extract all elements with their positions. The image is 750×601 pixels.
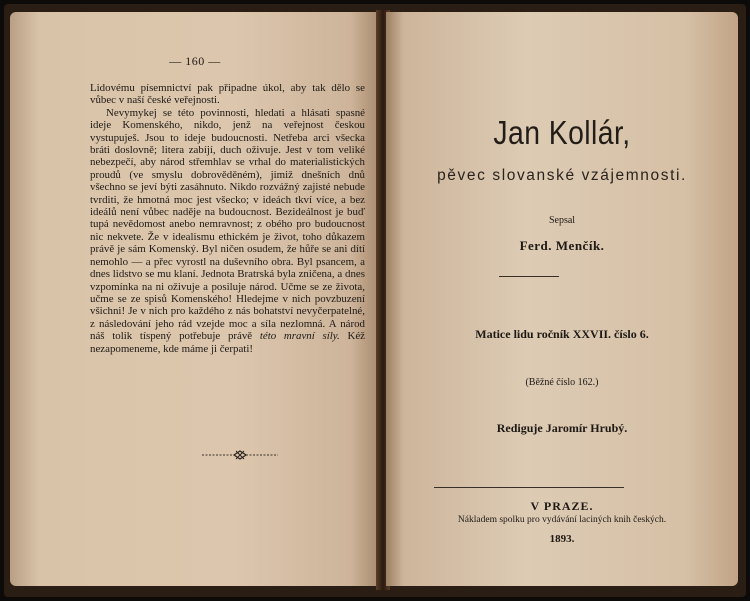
paragraph-2: [90, 107, 365, 355]
book-title: Jan Kollár,: [493, 114, 631, 151]
imprint-year: 1893.: [549, 533, 575, 545]
open-book: [4, 4, 746, 597]
left-page: [10, 12, 380, 586]
by-label: Sepsal: [548, 215, 576, 226]
emphasis-text: této mravní síly.: [259, 330, 340, 343]
short-rule: [499, 276, 559, 277]
imprint-city: V PRAZE.: [530, 499, 594, 513]
paragraph-2-ending: Kéž nezapomeneme, kde máme ji čerpati!: [90, 330, 365, 355]
right-page: [386, 12, 738, 586]
book-subtitle: pěvec slovanské vzájemnosti.: [437, 167, 687, 184]
imprint-publisher: Nákladem spolku pro vydávání laciných knih českých.: [457, 515, 667, 525]
author-name: Ferd. Menčík.: [519, 238, 605, 253]
paragraph-2-text: Nevymykej se této povinnosti, hledati a hlásati spasné ideje Komenského, nikdo, jenž na veřejnost českou vystupuješ. Jsou to ideje budoucnosti. Netřeba arci všecka bráti doslovně; litera zabíjí, duch oživuje. Jest v tom veliké nebezpečí, aby národ střemhlav se vrhal do materialistických proudů (ve smyslu dobrověděném), jimiž dnešních dnů všechno se jeví býti zasáhnuto. Nikdo rozvážný zajisté nebude tvrditi, že hmotná moc jest všecko; v ideách tkví více, a bez ideálů není vůbec naděje na budoucnost. Bezideálnost je buď tupá nevědomost anebo nemravnost; z obého pro budoucnost nic nekvete. Že v idealismu ethickém je život, toho důkazem právě je sám Komenský. Byl ničen osudem, že hůře se ani dítí nemohlo — a přec vyrostl na duševního obra. Byl psancem, a dnes lidstvo se mu klaní. Jednota Bratrská byla zničena, a dnes vzpomínka na ni oživuje a posiluje národ. Učme se ze života, učme se ze spisů Komenského! Hledejme v nich povzbuzení všichni! Je v nich pro každého z nás bohatství nevyčerpatelné, z následování jeho rád vzejde moc a síla nezlomná. A národ náš tolik tíspený potřebuje právě: [90, 106, 365, 343]
body-text: [90, 82, 365, 355]
page-number: — 160 —: [169, 54, 221, 68]
long-rule: [434, 487, 624, 488]
editor-line: Rediguje Jaromír Hrubý.: [496, 421, 628, 435]
paragraph-1: Lidovému písemnictví pak připadne úkol, aby tak dělo se vůbec v naší české veřejnosti.: [90, 82, 365, 107]
series-line: Matice lidu ročník XXVII. číslo 6.: [475, 327, 649, 341]
ornament-divider-icon: [200, 449, 280, 461]
running-number: (Běžné číslo 162.): [525, 377, 599, 388]
